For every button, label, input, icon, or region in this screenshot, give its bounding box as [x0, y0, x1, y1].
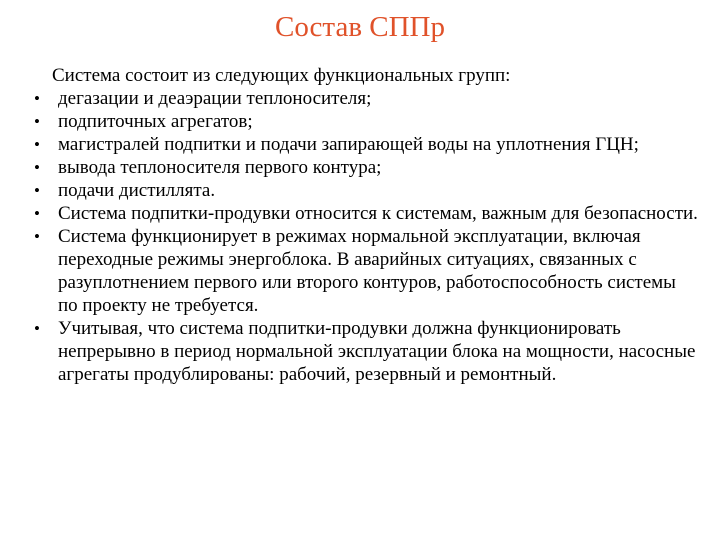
list-item-text: магистралей подпитки и подачи запирающей воды на уплотнения ГЦН; — [58, 134, 639, 155]
bullet-icon: • — [34, 319, 40, 338]
list-item-text: дегазации и деаэрации теплоносителя; — [58, 88, 372, 109]
list-item-text: Система функционирует в режимах нормальной эксплуатации, включая переходные режимы энергоблока. В аварийных ситуациях, связанных с разуплотнением первого или второго контуров, работоспособность системы по проекту не требуется. — [58, 226, 676, 316]
list-item — [30, 202, 700, 225]
list-item-text: подпиточных агрегатов; — [58, 111, 253, 132]
bullet-icon: • — [34, 89, 40, 108]
list-item — [30, 179, 700, 202]
list-item — [30, 317, 700, 386]
list-item — [30, 110, 700, 133]
bullet-icon: • — [34, 227, 40, 246]
list-item — [30, 225, 700, 317]
slide-title: Состав СППр — [274, 11, 445, 43]
bullet-icon: • — [34, 112, 40, 131]
bullet-icon: • — [34, 135, 40, 154]
list-item-text: вывода теплоносителя первого контура; — [58, 157, 382, 178]
bullet-list — [30, 87, 700, 386]
list-item-text: Учитывая, что система подпитки-продувки должна функционировать непрерывно в период нормальной эксплуатации блока на мощности, насосные агрегаты продублированы: рабочий, резервный и ремонтный. — [58, 318, 696, 385]
list-item — [30, 156, 700, 179]
list-item — [30, 87, 700, 110]
list-item-text: подачи дистиллята. — [58, 180, 216, 201]
bullet-icon: • — [34, 158, 40, 177]
list-item-text: Система подпитки-продувки относится к системам, важным для безопасности. — [58, 203, 698, 224]
list-item — [30, 133, 700, 156]
bullet-icon: • — [34, 204, 40, 223]
intro-text: Система состоит из следующих функциональных групп: — [52, 65, 511, 86]
slide-body — [30, 64, 700, 386]
bullet-icon: • — [34, 181, 40, 200]
